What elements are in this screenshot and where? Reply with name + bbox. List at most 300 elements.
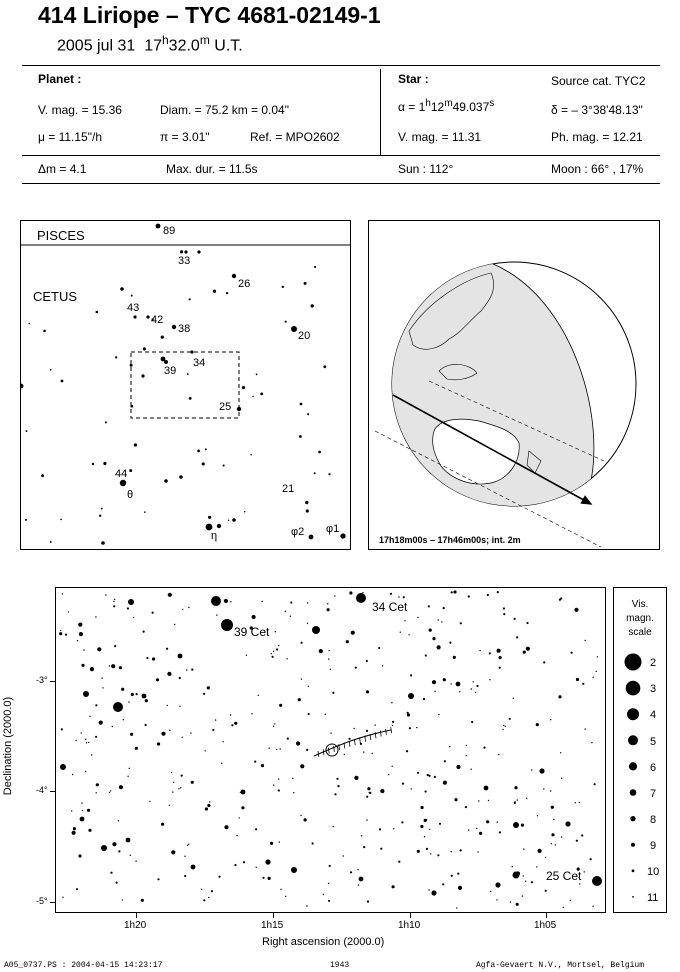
chart-star <box>187 845 188 846</box>
finder-star <box>130 405 133 408</box>
chart-star <box>477 851 478 852</box>
chart-star <box>174 624 175 625</box>
chart-star <box>179 677 181 679</box>
chart-star <box>579 802 580 803</box>
chart-star <box>429 829 430 830</box>
chart-star <box>536 866 537 867</box>
chart-star <box>592 876 602 886</box>
finder-star <box>184 250 187 253</box>
chart-star <box>184 875 186 877</box>
chart-star <box>330 733 331 734</box>
ra-minute-unit: m <box>444 98 453 109</box>
chart-star <box>142 694 147 699</box>
chart-star <box>594 783 596 785</box>
constellation-pisces: PISCES <box>37 228 85 243</box>
chart-star <box>285 896 286 897</box>
star-label-phi2: φ2 <box>291 526 305 538</box>
chart-star <box>561 836 562 837</box>
chart-star <box>268 877 271 880</box>
chart-star <box>62 897 63 898</box>
chart-star <box>458 886 462 890</box>
chart-star <box>468 830 469 831</box>
finder-star <box>21 384 23 389</box>
finder-star <box>146 315 149 318</box>
chart-star <box>443 678 446 681</box>
delta-magnitude: Δm = 4.1 <box>38 162 87 176</box>
chart-star <box>499 656 502 659</box>
ra-seconds: 49.037 <box>452 100 490 114</box>
chart-star <box>325 714 326 715</box>
chart-star <box>442 883 444 885</box>
chart-star <box>416 727 417 728</box>
chart-star <box>392 885 395 888</box>
scale-label-6: 6 <box>650 762 657 774</box>
chart-star <box>114 599 115 600</box>
chart-star <box>287 738 289 740</box>
finder-star <box>141 374 144 377</box>
chart-star <box>328 900 330 902</box>
chart-star <box>89 716 90 717</box>
chart-star <box>231 724 233 726</box>
finder-star <box>92 463 94 465</box>
chart-star <box>83 649 84 650</box>
finder-star <box>197 450 200 453</box>
chart-star <box>243 861 245 863</box>
chart-star <box>97 647 101 651</box>
page-title: 414 Liriope – TYC 4681-02149-1 <box>38 2 381 28</box>
chart-star <box>451 851 452 852</box>
chart-star <box>425 790 427 792</box>
chart-star <box>207 686 210 689</box>
finder-star <box>61 380 64 383</box>
chart-star <box>113 605 115 607</box>
chart-star <box>230 601 231 602</box>
chart-star <box>119 785 123 789</box>
track-tick <box>328 748 329 754</box>
chart-star <box>438 619 439 620</box>
chart-star <box>353 728 354 729</box>
finder-star <box>120 287 124 291</box>
scale-dot <box>628 735 638 745</box>
chart-star <box>427 774 429 776</box>
ra-tick-mark-1h10 <box>410 913 411 918</box>
chart-star <box>344 754 345 755</box>
chart-star <box>87 809 90 812</box>
chart-star <box>359 877 364 882</box>
chart-star <box>514 786 517 789</box>
chart-star <box>378 647 380 649</box>
star-label-theta: θ <box>127 489 134 501</box>
chart-star <box>123 719 124 720</box>
chart-star <box>486 820 489 823</box>
chart-star <box>478 800 479 801</box>
finder-star <box>187 373 189 375</box>
finder-star <box>115 356 117 358</box>
chart-star <box>367 787 370 790</box>
scale-label-2: 2 <box>650 657 657 669</box>
chart-star <box>471 688 472 689</box>
chart-star <box>401 821 403 823</box>
chart-star <box>443 781 447 785</box>
chart-star <box>272 656 274 658</box>
chart-star <box>466 755 467 756</box>
chart-star <box>408 634 409 635</box>
finder-star <box>306 509 309 512</box>
chart-star <box>479 832 482 835</box>
chart-star <box>459 691 460 692</box>
chart-star <box>167 672 171 676</box>
scale-graphic <box>614 588 666 912</box>
chart-star <box>428 605 430 607</box>
chart-star <box>490 891 491 892</box>
scale-dot <box>627 708 639 720</box>
chart-star <box>119 666 122 669</box>
chart-star <box>392 725 393 726</box>
ra-tick-mark-1h05 <box>546 913 547 918</box>
chart-star <box>343 855 344 856</box>
dec-tick-mark-3 <box>50 681 55 682</box>
chart-star <box>351 631 355 635</box>
chart-star <box>224 599 228 603</box>
chart-star <box>236 835 237 836</box>
chart-star <box>503 607 505 609</box>
chart-star <box>105 594 106 595</box>
chart-star <box>246 655 247 656</box>
chart-star <box>505 726 506 727</box>
chart-star <box>308 686 309 687</box>
chart-star <box>499 667 501 669</box>
chart-star <box>78 854 81 857</box>
finder-star <box>197 250 200 253</box>
chart-star <box>122 899 123 900</box>
scale-label-9: 9 <box>650 840 657 852</box>
finder-star <box>130 364 133 367</box>
chart-star <box>273 784 274 785</box>
chart-star <box>96 783 99 786</box>
chart-star <box>211 596 221 606</box>
dec-tick-label-4: -4° <box>36 785 48 795</box>
chart-star <box>101 845 107 851</box>
chart-star <box>473 681 474 682</box>
chart-star <box>539 768 544 773</box>
finder-star <box>307 413 309 415</box>
finder-star <box>41 474 44 477</box>
star-label-39: 39 <box>164 365 177 377</box>
chart-star <box>203 693 205 695</box>
chart-star <box>201 889 202 890</box>
chart-star <box>129 768 130 769</box>
chart-star <box>468 595 470 597</box>
chart-star <box>550 719 551 720</box>
chart-star <box>362 592 363 593</box>
chart-star <box>432 680 436 684</box>
star-vmag: V. mag. = 11.31 <box>398 130 482 144</box>
chart-star <box>169 805 170 806</box>
chart-star <box>323 894 324 895</box>
chart-star <box>522 895 523 896</box>
chart-star <box>109 792 110 793</box>
chart-star <box>276 749 277 750</box>
chart-star <box>369 792 370 793</box>
chart-star <box>296 741 300 745</box>
chart-star <box>133 617 134 618</box>
chart-star <box>410 674 412 676</box>
finder-star <box>205 448 207 450</box>
chart-star <box>99 721 103 725</box>
finder-star <box>217 524 221 528</box>
chart-star <box>109 665 110 666</box>
chart-star <box>280 748 281 749</box>
chart-star <box>330 669 331 670</box>
finder-star <box>285 321 287 323</box>
chart-star <box>275 631 276 632</box>
chart-star <box>513 698 514 699</box>
ra-tick-label-1h10: 1h10 <box>398 920 421 931</box>
chart-star <box>255 828 257 830</box>
chart-star <box>91 754 92 755</box>
chart-star <box>312 842 314 844</box>
chart-stars <box>59 590 602 908</box>
chart-star <box>252 615 256 619</box>
chart-star <box>380 789 384 793</box>
chart-star <box>149 801 150 802</box>
event-hour: 17 <box>144 37 162 55</box>
chart-star <box>171 772 172 773</box>
max-duration: Max. dur. = 11.5s <box>166 162 258 176</box>
chart-star <box>182 609 183 610</box>
finder-star <box>50 541 52 543</box>
star-label-phi1: φ1 <box>326 523 340 535</box>
chart-star <box>382 665 383 666</box>
chart-star <box>545 857 546 858</box>
chart-star <box>426 848 428 850</box>
chart-star <box>75 740 76 741</box>
chart-star <box>95 736 97 738</box>
chart-star <box>456 907 457 908</box>
chart-star <box>514 802 516 804</box>
chart-star <box>407 712 409 714</box>
chart-star <box>429 629 432 632</box>
chart-star <box>332 692 334 694</box>
chart-star <box>286 658 287 659</box>
finder-star <box>179 475 183 479</box>
chart-star <box>285 611 286 612</box>
chart-star <box>438 714 439 715</box>
chart-star <box>280 889 281 890</box>
finder-star <box>103 462 106 465</box>
track-tick <box>318 751 319 757</box>
chart-star <box>558 695 561 698</box>
finder-star <box>190 350 193 353</box>
chart-star <box>261 764 264 767</box>
chart-star <box>239 817 240 818</box>
chart-star <box>126 838 131 843</box>
finder-star <box>99 515 101 517</box>
star-label-eta: η <box>211 530 218 542</box>
chart-star <box>592 906 593 907</box>
star-label-34: 34 <box>193 357 206 369</box>
chart-star <box>409 727 411 729</box>
chart-star <box>188 844 189 845</box>
star-label-20: 20 <box>298 330 311 342</box>
star-label-44: 44 <box>115 468 128 480</box>
finder-star <box>43 330 46 333</box>
ra-tick-label-1h20: 1h20 <box>124 920 147 931</box>
finder-star <box>189 298 191 300</box>
chart-star <box>85 771 86 772</box>
chart-star <box>172 791 173 792</box>
chart-star <box>449 746 450 747</box>
chart-star <box>208 897 209 898</box>
dec-axis-title: Declination (2000.0) <box>2 696 14 796</box>
scale-dot <box>630 816 635 821</box>
chart-star <box>167 705 168 706</box>
chart-star <box>218 876 220 878</box>
chart-star <box>449 642 451 644</box>
chart-star <box>475 692 476 693</box>
chart-star <box>406 750 408 752</box>
chart-star <box>538 849 542 853</box>
chart-star <box>516 871 520 875</box>
chart-star <box>121 688 124 691</box>
chart-star <box>112 842 116 846</box>
chart-star <box>179 706 180 707</box>
finder-star <box>314 472 316 474</box>
chart-star <box>516 903 519 906</box>
constellation-cetus: CETUS <box>33 289 78 304</box>
chart-star <box>471 721 473 723</box>
chart-star <box>59 632 62 635</box>
chart-star <box>523 875 524 876</box>
chart-star <box>457 873 459 875</box>
chart-star <box>293 792 294 793</box>
chart-star <box>205 750 206 751</box>
chart-star <box>430 853 431 854</box>
chart-star <box>484 786 489 791</box>
scale-title-line-1: Vis. <box>631 599 649 610</box>
chart-star <box>421 806 424 809</box>
star-right-ascension <box>398 98 494 114</box>
chart-star <box>301 678 302 679</box>
finder-star <box>242 386 245 389</box>
chart-star <box>476 828 477 829</box>
dec-tick-label-5: -5° <box>36 896 48 906</box>
chart-star <box>72 831 76 835</box>
finder-chart-panel <box>20 220 351 550</box>
chart-star <box>86 742 87 743</box>
chart-star <box>476 685 478 687</box>
finder-star <box>172 325 176 329</box>
chart-star <box>276 648 278 650</box>
chart-star <box>146 657 148 659</box>
chart-star <box>60 630 61 631</box>
planet-motion: μ = 11.15"/h <box>38 130 102 144</box>
chart-star <box>143 631 145 633</box>
chart-star <box>118 850 120 852</box>
star-label-43: 43 <box>127 302 140 314</box>
chart-star <box>354 776 358 780</box>
chart-star <box>531 769 532 770</box>
chart-star <box>114 645 116 647</box>
chart-star <box>392 721 394 723</box>
chart-star <box>550 790 551 791</box>
header-divider <box>380 69 381 155</box>
chart-star <box>279 704 282 707</box>
finder-star <box>318 451 321 454</box>
chart-star <box>579 883 580 884</box>
chart-star <box>85 739 86 740</box>
finder-star <box>144 511 146 513</box>
chart-star <box>517 799 518 800</box>
chart-star <box>585 728 586 729</box>
event-datetime <box>57 33 243 55</box>
planet-vmag: V. mag. = 15.36 <box>38 103 122 117</box>
chart-star <box>355 667 357 669</box>
chart-star <box>513 822 519 828</box>
chart-star <box>560 752 561 753</box>
chart-star <box>68 611 69 612</box>
chart-star <box>300 764 304 768</box>
chart-star <box>241 790 246 795</box>
globe-time-range: 17h18m00s – 17h46m00s; int. 2m <box>379 535 521 545</box>
chart-star <box>230 714 231 715</box>
chart-star <box>363 846 365 848</box>
scale-dot <box>626 681 641 696</box>
chart-star <box>563 907 564 908</box>
chart-star <box>234 722 237 725</box>
finder-star <box>226 292 228 294</box>
chart-star <box>582 683 584 685</box>
chart-star <box>222 741 223 742</box>
chart-star <box>363 751 364 752</box>
chart-star <box>212 729 214 731</box>
chart-star <box>420 825 423 828</box>
chart-star <box>319 649 323 653</box>
star-label-33: 33 <box>178 255 191 267</box>
finder-star <box>164 479 168 483</box>
chart-star <box>503 613 505 615</box>
chart-star <box>525 881 526 882</box>
chart-star <box>312 626 320 634</box>
chart-star <box>366 819 367 820</box>
star-label-26: 26 <box>238 278 251 290</box>
chart-star <box>460 849 462 851</box>
chart-star <box>60 764 66 770</box>
finder-star <box>323 365 326 368</box>
scale-label-8: 8 <box>650 814 657 826</box>
star-phmag: Ph. mag. = 12.21 <box>551 130 643 144</box>
chart-star <box>576 840 578 842</box>
chart-star <box>327 608 330 611</box>
chart-star <box>328 883 329 884</box>
chart-star <box>329 650 330 651</box>
chart-star <box>417 850 420 853</box>
chart-star <box>182 737 183 738</box>
chart-star <box>437 645 441 649</box>
chart-star <box>521 824 524 827</box>
track-ticks <box>318 727 392 757</box>
chart-star <box>333 826 334 827</box>
chart-star <box>510 901 511 902</box>
chart-star <box>495 882 500 887</box>
finder-stars <box>21 224 346 545</box>
moon-info: Moon : 66° , 17% <box>551 162 644 176</box>
star-label-25-cet: 25 Cet <box>546 869 582 883</box>
scale-dot <box>632 869 635 872</box>
chart-star <box>404 620 405 621</box>
chart-star <box>496 899 497 900</box>
chart-star <box>497 591 499 593</box>
